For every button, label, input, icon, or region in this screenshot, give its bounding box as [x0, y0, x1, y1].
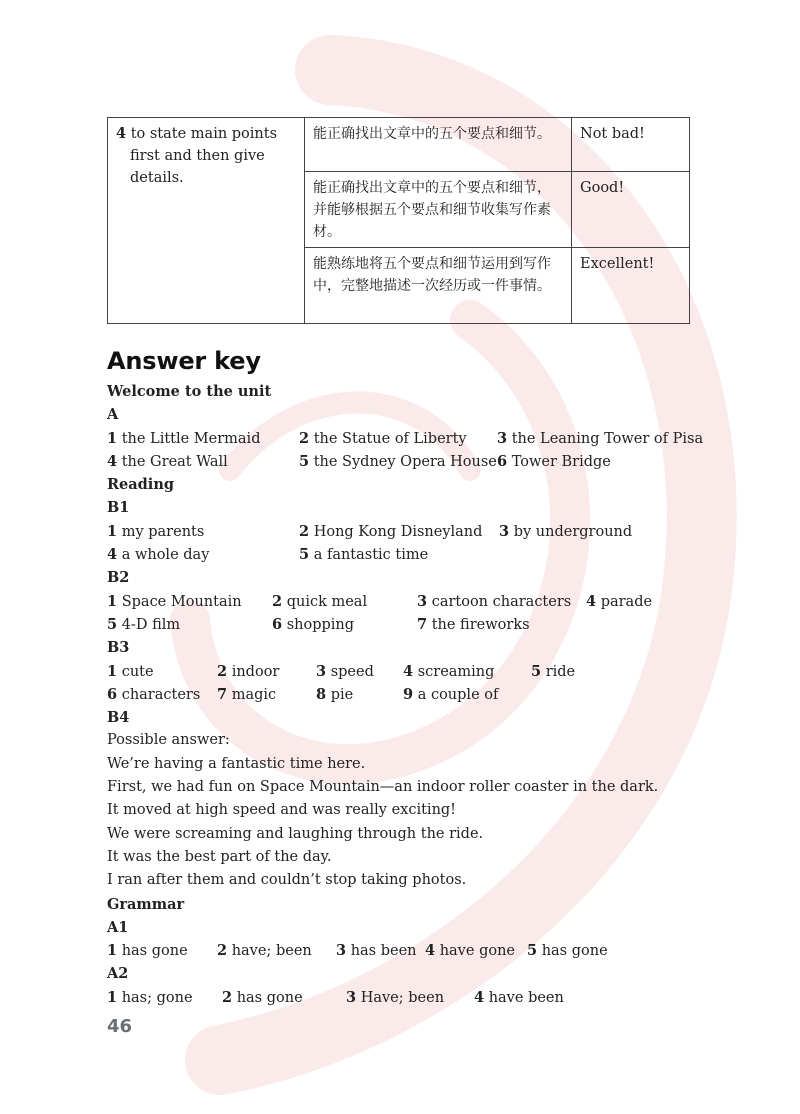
answer-item: 2 indoor [217, 662, 280, 680]
sample-text-line: It moved at high speed and was really exciting! [107, 802, 457, 819]
answer-item: 2 Hong Kong Disneyland [299, 522, 483, 540]
answer-item: 1 the Little Mermaid [107, 429, 261, 447]
section-heading-welcome: Welcome to the unit [107, 383, 272, 400]
answer-key-title: Answer key [107, 347, 261, 375]
sample-text-line: I ran after them and couldn’t stop taking photos. [107, 872, 467, 889]
answer-line [107, 986, 707, 1009]
answer-item: 2 has gone [222, 988, 303, 1006]
rubric-description: 能正确找出文章中的五个要点和细节，并能够根据五个要点和细节收集写作素材。 [305, 172, 572, 248]
answer-item: 2 quick meal [272, 592, 368, 610]
answer-item: 3 cartoon characters [417, 592, 572, 610]
answer-key-section [107, 346, 707, 1009]
answer-line [107, 613, 707, 636]
criterion-cell [108, 118, 305, 324]
answer-item: 4 the Great Wall [107, 452, 228, 470]
assessment-rubric-table [107, 117, 690, 324]
page-number: 46 [107, 1016, 133, 1037]
rubric-rating: Good! [572, 172, 690, 248]
answer-item: 3 has been [336, 942, 417, 960]
answer-item: 6 shopping [272, 615, 355, 633]
answer-item: 4 screaming [403, 662, 495, 680]
answer-line [107, 520, 707, 543]
sample-text-line: We were screaming and laughing through the ride. [107, 825, 484, 842]
answer-item: 5 4-D film [107, 615, 181, 633]
rubric-rating: Not bad! [572, 118, 690, 172]
answer-item: 1 has gone [107, 942, 188, 960]
rubric-description: 能正确找出文章中的五个要点和细节。 [305, 118, 572, 172]
answer-item: 9 a couple of [403, 685, 499, 703]
answer-item: 5 the Sydney Opera House [299, 452, 497, 470]
answer-line [107, 543, 707, 566]
answer-line [107, 683, 707, 706]
answer-item: 3 the Leaning Tower of Pisa [497, 429, 704, 447]
criterion-number: 4 [116, 125, 127, 142]
answer-line [107, 590, 707, 613]
answer-item: 5 has gone [527, 942, 608, 960]
subsection-label-b1: B1 [107, 499, 130, 517]
answer-item: 2 the Statue of Liberty [299, 429, 467, 447]
subsection-label-b2: B2 [107, 569, 130, 587]
answer-item: 3 speed [316, 662, 374, 680]
answer-item: 4 have gone [425, 942, 515, 960]
answer-line [107, 450, 707, 473]
section-heading-grammar: Grammar [107, 895, 185, 913]
answer-item: 4 a whole day [107, 546, 210, 564]
answer-item: 5 ride [531, 662, 576, 680]
answer-line [107, 427, 707, 450]
answer-item: 6 Tower Bridge [497, 452, 611, 470]
answer-item: 1 Space Mountain [107, 592, 242, 610]
subsection-label-a1: A1 [107, 918, 129, 936]
answer-item: 2 have; been [217, 942, 312, 960]
answer-item: 7 the fireworks [417, 615, 530, 633]
section-heading-reading: Reading [107, 476, 174, 494]
answer-item: 4 have been [474, 988, 564, 1006]
answer-item: 1 cute [107, 662, 154, 680]
criterion-text: to state main points first and then give details. [130, 126, 278, 186]
answer-item: 4 parade [586, 592, 653, 610]
sample-text-line: We’re having a fantastic time here. [107, 755, 366, 772]
answer-item: 6 characters [107, 685, 201, 703]
subsection-label-b3: B3 [107, 639, 130, 657]
sample-text-line: First, we had fun on Space Mountain—an indoor roller coaster in the dark. [107, 779, 659, 796]
rubric-rating: Excellent! [572, 248, 690, 324]
answer-item: 7 magic [217, 685, 277, 703]
answer-item: 1 my parents [107, 522, 205, 540]
subsection-label-a2: A2 [107, 965, 129, 983]
subsection-label-b4: B4 [107, 709, 130, 727]
answer-line [107, 939, 707, 962]
answer-item: 1 has; gone [107, 988, 193, 1006]
rubric-description: 能熟练地将五个要点和细节运用到写作中，完整地描述一次经历或一件事情。 [305, 248, 572, 324]
answer-item: 5 a fantastic time [299, 546, 429, 564]
rubric-row [108, 118, 690, 172]
possible-answer-intro: Possible answer: [107, 732, 230, 749]
sample-text-line: It was the best part of the day. [107, 848, 332, 865]
answer-item: 8 pie [316, 685, 354, 703]
answer-line [107, 660, 707, 683]
answer-item: 3 Have; been [346, 988, 445, 1006]
answer-item: 3 by underground [499, 522, 633, 540]
subsection-label-a: A [107, 406, 119, 424]
